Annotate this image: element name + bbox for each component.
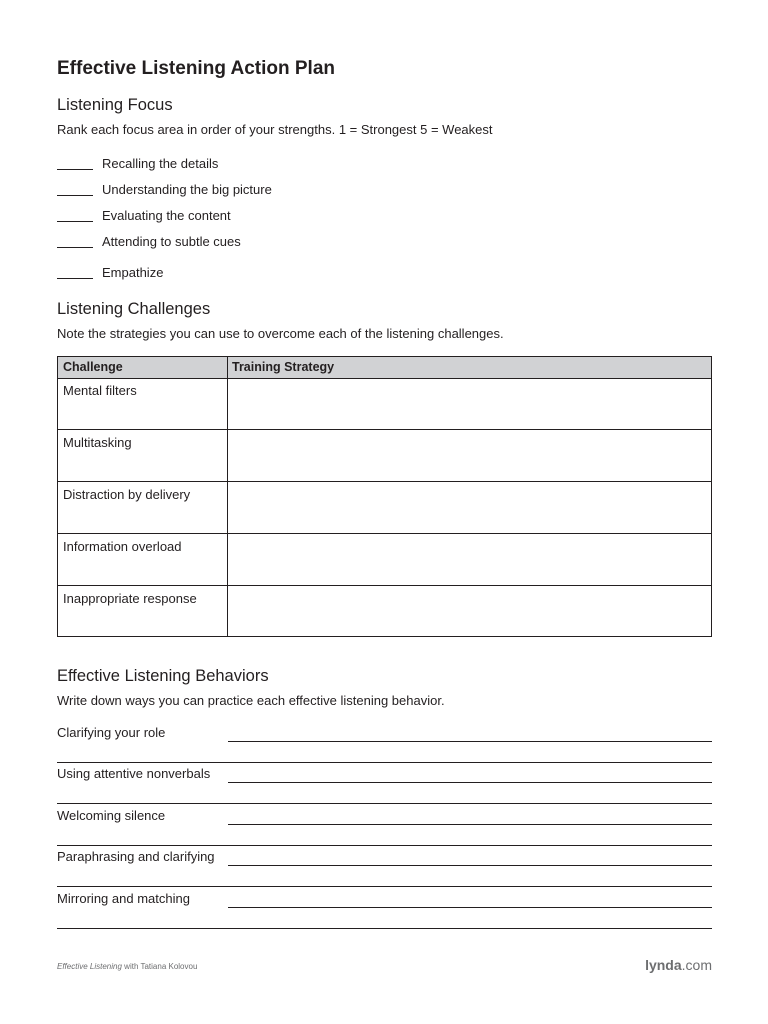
challenges-table <box>57 356 712 637</box>
challenge-cell: Mental filters <box>63 383 137 398</box>
rank-blank[interactable] <box>57 247 93 248</box>
listening-focus-instruction: Rank each focus area in order of your strengths. 1 = Strongest 5 = Weakest <box>57 122 493 137</box>
behavior-label: Welcoming silence <box>57 808 166 823</box>
footer-course-title: Effective Listening <box>57 962 122 971</box>
table-row <box>58 534 711 586</box>
focus-item-label: Recalling the details <box>102 156 219 171</box>
footer-course-credit <box>57 962 197 971</box>
behaviors-heading: Effective Listening Behaviors <box>57 667 269 685</box>
focus-item-label: Evaluating the content <box>102 208 231 223</box>
rank-blank[interactable] <box>57 195 93 196</box>
brand-logo <box>645 957 712 973</box>
focus-item <box>57 156 457 174</box>
write-line[interactable] <box>57 762 712 763</box>
write-line[interactable] <box>228 782 712 783</box>
page-title: Effective Listening Action Plan <box>57 58 336 79</box>
focus-item <box>57 234 457 252</box>
focus-item-label: Empathize <box>102 265 164 280</box>
focus-item-label: Attending to subtle cues <box>102 234 241 249</box>
table-row <box>58 586 711 636</box>
challenge-cell: Multitasking <box>63 435 132 450</box>
footer-byline: with Tatiana Kolovou <box>124 962 198 971</box>
table-row <box>58 482 711 534</box>
table-header <box>58 357 711 379</box>
focus-item-label: Understanding the big picture <box>102 182 272 197</box>
column-header-training-strategy: Training Strategy <box>232 360 335 374</box>
focus-item <box>57 182 457 200</box>
write-line[interactable] <box>228 907 712 908</box>
write-line[interactable] <box>57 886 712 887</box>
behavior-label: Mirroring and matching <box>57 891 190 906</box>
behavior-row <box>57 808 712 848</box>
focus-item <box>57 208 457 226</box>
brand-suffix: .com <box>681 957 712 973</box>
table-row <box>58 430 711 482</box>
write-line[interactable] <box>228 824 712 825</box>
listening-focus-heading: Listening Focus <box>57 96 173 114</box>
write-line[interactable] <box>228 741 712 742</box>
behavior-label: Using attentive nonverbals <box>57 766 211 781</box>
write-line[interactable] <box>228 865 712 866</box>
brand-name: lynda <box>645 957 682 973</box>
challenge-cell: Distraction by delivery <box>63 487 191 502</box>
table-row <box>58 378 711 430</box>
listening-challenges-heading: Listening Challenges <box>57 300 211 318</box>
write-line[interactable] <box>57 803 712 804</box>
challenge-cell: Inappropriate response <box>63 591 197 606</box>
rank-blank[interactable] <box>57 221 93 222</box>
focus-item <box>57 265 457 283</box>
behavior-row <box>57 891 712 931</box>
challenge-cell: Information overload <box>63 539 182 554</box>
behavior-label: Paraphrasing and clarifying <box>57 849 215 864</box>
listening-challenges-instruction: Note the strategies you can use to overcome each of the listening challenges. <box>57 326 504 341</box>
behaviors-instruction: Write down ways you can practice each effective listening behavior. <box>57 693 445 708</box>
column-header-challenge: Challenge <box>63 360 123 374</box>
behavior-row <box>57 766 712 806</box>
write-line[interactable] <box>57 928 712 929</box>
behavior-label: Clarifying your role <box>57 725 166 740</box>
behavior-row <box>57 849 712 889</box>
write-line[interactable] <box>57 845 712 846</box>
rank-blank[interactable] <box>57 278 93 279</box>
rank-blank[interactable] <box>57 169 93 170</box>
behavior-row <box>57 725 712 765</box>
